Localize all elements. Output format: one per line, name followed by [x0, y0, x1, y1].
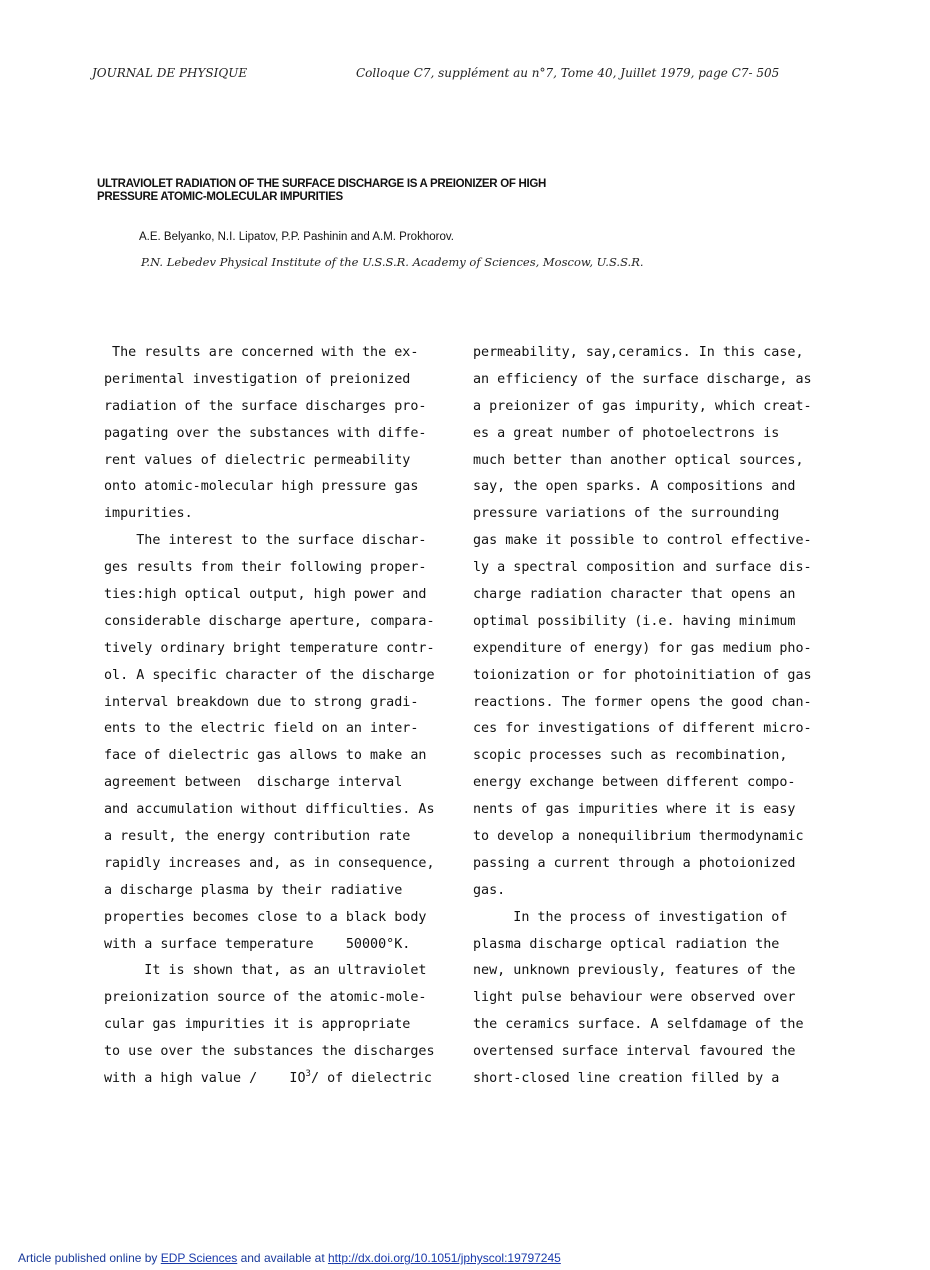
running-header-citation: Colloque C7, supplément au n°7, Tome 40, Juillet 1979, page C7- 505	[356, 66, 780, 80]
text-line: much better than another optical sources,	[473, 452, 804, 468]
title-line: PRESSURE ATOMIC-MOLECULAR IMPURITIES	[97, 191, 343, 203]
text-line: energy exchange between different compo-	[473, 775, 796, 791]
text-line: to develop a nonequilibrium thermodynamic	[473, 829, 804, 845]
text-line: radiation of the surface discharges pro-	[104, 398, 427, 414]
text-line: agreement between discharge interval	[104, 775, 403, 791]
publication-footer	[18, 1251, 561, 1265]
text-line: optimal possibility (i.e. having minimum	[473, 613, 796, 629]
text-line: a discharge plasma by their radiative	[104, 882, 403, 898]
text-line: charge radiation character that opens an	[473, 587, 796, 603]
text-line: es a great number of photoelectrons is	[473, 425, 780, 441]
text-line: nents of gas impurities where it is easy	[473, 802, 796, 818]
text-line: with a high value / $IO^3/$ of dielectric	[104, 1069, 432, 1087]
text-line: In the process of investigation of	[473, 909, 788, 925]
text-line: ents to the electric field on an inter-	[104, 721, 419, 737]
footer-prefix: Article published online by	[18, 1251, 161, 1265]
doi-link[interactable]: http://dx.doi.org/10.1051/jphyscol:19797245	[327, 1251, 561, 1265]
text-line: short-closed line creation filled by a	[473, 1071, 780, 1087]
article-title	[97, 178, 717, 204]
text-line: expenditure of energy) for gas medium pho-	[473, 640, 812, 656]
text-line: considerable discharge aperture, compara-	[104, 613, 435, 629]
text-line: plasma discharge optical radiation the	[473, 936, 780, 952]
text-line: permeability, say,ceramics. In this case,	[473, 345, 804, 360]
text-line: and accumulation without difficulties. As	[104, 802, 435, 818]
text-line: reactions. The former opens the good chan-	[473, 694, 812, 710]
text-line: the ceramics surface. A selfdamage of the	[473, 1017, 804, 1033]
footer-middle: and available at	[237, 1251, 328, 1265]
exponent: 3	[305, 1069, 311, 1080]
text-line: properties becomes close to a black body	[104, 909, 427, 925]
text-line: light pulse behaviour were observed over	[473, 990, 796, 1006]
text-line-tail: / of dielectric	[310, 1071, 432, 1087]
text-line: gas.	[473, 882, 506, 898]
running-header-journal: JOURNAL DE PHYSIQUE	[92, 66, 248, 80]
text-line: onto atomic-molecular high pressure gas	[104, 479, 419, 495]
text-line: toionization or for photoinitiation of gas	[473, 667, 812, 683]
title-line: ULTRAVIOLET RADIATION OF THE SURFACE DISCHARGE IS A PREIONIZER OF HIGH	[97, 178, 547, 190]
text-line: face of dielectric gas allows to make an	[104, 748, 427, 764]
text-line: interval breakdown due to strong gradi-	[104, 694, 419, 710]
text-line: scopic processes such as recombination,	[473, 748, 788, 764]
text-line: an efficiency of the surface discharge, as	[473, 371, 812, 387]
text-line: ol. A specific character of the discharge	[104, 667, 435, 683]
text-line: The interest to the surface dischar-	[104, 533, 427, 549]
author-list: A.E. Belyanko, N.I. Lipatov, P.P. Pashinin and A.M. Prokhorov.	[139, 231, 454, 243]
text-line: perimental investigation of preionized	[104, 371, 411, 387]
text-line: a preionizer of gas impurity, which creat-	[473, 398, 812, 414]
text-line: ges results from their following proper-	[104, 560, 427, 576]
text-line: ties:high optical output, high power and	[104, 587, 427, 603]
text-line: rapidly increases and, as in consequence,	[104, 855, 435, 871]
text-line: impurities.	[104, 506, 193, 522]
text-line: say, the open sparks. A compositions and	[473, 479, 796, 495]
text-line: preionization source of the atomic-mole-	[104, 990, 427, 1006]
text-line: with a surface temperature 50000°K.	[104, 936, 411, 952]
text-line: ces for investigations of different micro-	[473, 721, 812, 737]
body-column-right	[473, 340, 812, 1093]
body-column-left	[104, 340, 435, 1093]
text-line: It is shown that, as an ultraviolet	[104, 963, 427, 979]
text-line: rent values of dielectric permeability	[104, 452, 411, 468]
text-line: pagating over the substances with diffe-	[104, 425, 427, 441]
publisher-link[interactable]: EDP Sciences	[160, 1251, 238, 1265]
text-line: The results are concerned with the ex-	[104, 345, 419, 360]
text-line: gas make it possible to control effective-	[473, 533, 812, 549]
text-line: cular gas impurities it is appropriate	[104, 1017, 411, 1033]
text-line: a result, the energy contribution rate	[104, 829, 411, 845]
text-line: new, unknown previously, features of the	[473, 963, 796, 979]
author-affiliation: P.N. Lebedev Physical Institute of the U.S.S.R. Academy of Sciences, Moscow, U.S.S.R.	[141, 255, 644, 269]
text-line: pressure variations of the surrounding	[473, 506, 780, 522]
text-line: tively ordinary bright temperature contr-	[104, 640, 435, 656]
text-line: passing a current through a photoionized	[473, 855, 796, 871]
text-line: to use over the substances the discharges	[104, 1044, 435, 1060]
text-line: ly a spectral composition and surface dis-	[473, 560, 812, 576]
text-line: overtensed surface interval favoured the	[473, 1044, 796, 1060]
